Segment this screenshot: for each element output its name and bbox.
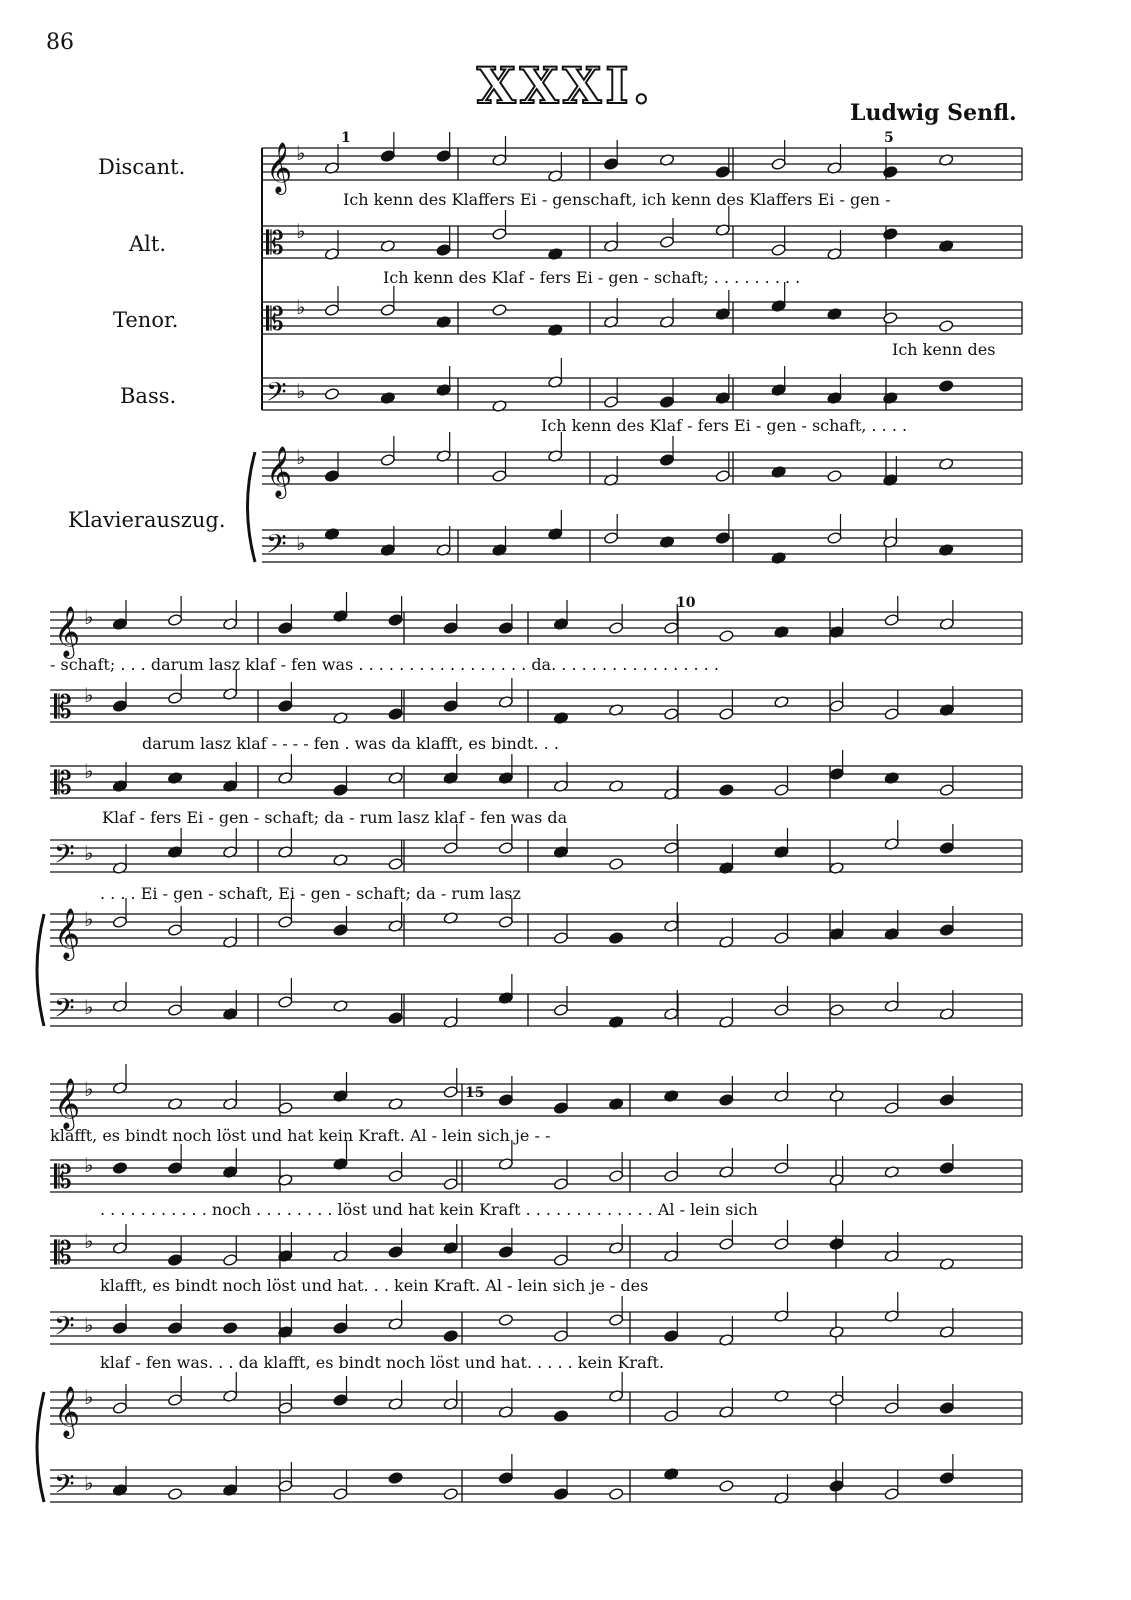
note-head	[604, 158, 619, 171]
lyrics-tenor-1: Ich kenn des	[892, 340, 996, 359]
note-head	[388, 1246, 403, 1259]
lyrics-bass-3: klaf - fen was. . . da klafft, es bindt noch löst und hat. . . . . kein Kraft.	[100, 1353, 665, 1372]
alto-clef-icon: 𝄡	[54, 1158, 72, 1196]
note-head	[608, 1314, 623, 1327]
note-head	[939, 380, 954, 393]
note-head	[553, 1410, 568, 1423]
note-head	[333, 1488, 348, 1501]
note-head	[443, 842, 458, 855]
measure-number-15: 15	[465, 1085, 485, 1101]
note-head	[380, 454, 395, 467]
bass-clef-icon: 𝄢	[266, 376, 287, 414]
flat-icon: ♭	[84, 995, 94, 1019]
note-head	[827, 532, 842, 545]
bass-clef-icon: 𝄢	[54, 1468, 75, 1506]
bass-clef-icon: 𝄢	[54, 1310, 75, 1348]
note-head	[608, 858, 623, 871]
note-head	[443, 1330, 458, 1343]
note-head	[380, 304, 395, 317]
note-head	[278, 996, 293, 1009]
treble-clef-icon: 𝄞	[54, 606, 81, 657]
note-head	[167, 1254, 182, 1267]
note-head	[278, 916, 293, 929]
note-head	[939, 924, 954, 937]
bass-clef-icon: 𝄢	[54, 838, 75, 876]
note-head	[829, 1480, 844, 1493]
note-head	[112, 1162, 127, 1175]
part-label-tenor: Tenor.	[113, 308, 179, 332]
flat-icon: ♭	[296, 531, 306, 555]
alto-clef-icon: 𝄡	[54, 688, 72, 726]
note-head	[324, 470, 339, 483]
measure-number-10: 10	[676, 595, 696, 611]
note-head	[827, 470, 842, 483]
note-head	[719, 630, 734, 643]
note-head	[884, 708, 899, 721]
note-head	[492, 470, 507, 483]
note-head	[167, 1004, 182, 1017]
treble-clef-icon: 𝄞	[54, 908, 81, 959]
alto-clef-icon: 𝄡	[54, 764, 72, 802]
note-head	[498, 1314, 513, 1327]
note-head	[608, 1488, 623, 1501]
lyrics-alt-3: . . . . . . . . . . . noch . . . . . . . . löst und hat kein Kraft . . . . . . . . . . . . . Al - lein sich	[100, 1200, 758, 1219]
note-head	[715, 470, 730, 483]
part-label-piano: Klavierauszug.	[68, 508, 226, 532]
note-head	[278, 700, 293, 713]
note-head	[939, 842, 954, 855]
flat-icon: ♭	[84, 1153, 94, 1177]
note-head	[498, 916, 513, 929]
note-head	[771, 244, 786, 257]
alto-clef-icon: 𝄡	[54, 1234, 72, 1272]
note-head	[719, 708, 734, 721]
note-head	[771, 158, 786, 171]
flat-icon: ♭	[84, 759, 94, 783]
note-head	[498, 842, 513, 855]
note-head	[498, 1472, 513, 1485]
part-label-alt: Alt.	[129, 232, 166, 256]
note-head	[884, 1102, 899, 1115]
note-head	[659, 236, 674, 249]
note-head	[492, 228, 507, 241]
note-head	[715, 532, 730, 545]
note-head	[167, 692, 182, 705]
note-head	[883, 228, 898, 241]
note-head	[774, 1162, 789, 1175]
alto-clef-icon: 𝄡	[266, 300, 284, 338]
note-head	[167, 614, 182, 627]
note-head	[719, 1094, 734, 1107]
note-head	[443, 622, 458, 635]
note-head	[939, 1094, 954, 1107]
note-head	[112, 1402, 127, 1415]
flat-icon: ♭	[84, 605, 94, 629]
note-head	[223, 1254, 238, 1267]
note-head	[939, 1402, 954, 1415]
note-head	[443, 1086, 458, 1099]
flat-icon: ♭	[84, 841, 94, 865]
composer-name: Ludwig Senfl.	[850, 100, 1017, 126]
note-head	[604, 396, 619, 409]
flat-icon: ♭	[84, 1077, 94, 1101]
note-head	[553, 932, 568, 945]
note-head	[498, 1246, 513, 1259]
note-head	[774, 1238, 789, 1251]
lyrics-tenor-3: klafft, es bindt noch löst und hat. . . kein Kraft. Al - lein sich je - des	[100, 1276, 649, 1295]
note-head	[939, 1162, 954, 1175]
note-head	[604, 532, 619, 545]
note-head	[553, 1254, 568, 1267]
note-head	[664, 622, 679, 635]
flat-icon: ♭	[84, 683, 94, 707]
note-head	[380, 150, 395, 163]
note-head	[939, 784, 954, 797]
note-head	[443, 700, 458, 713]
note-head	[498, 1094, 513, 1107]
note-head	[436, 150, 451, 163]
flat-icon: ♭	[296, 219, 306, 243]
note-head	[939, 1472, 954, 1485]
bass-clef-icon: 𝄢	[266, 528, 287, 566]
note-head	[608, 1170, 623, 1183]
piano-brace	[248, 452, 256, 562]
note-head	[498, 622, 513, 635]
note-head	[664, 1170, 679, 1183]
note-head	[112, 916, 127, 929]
lyrics-alt-1: Ich kenn des Klaf - fers Ei - gen - schaft; . . . . . . . . .	[383, 268, 801, 287]
piano-brace	[37, 1392, 44, 1502]
note-head	[715, 166, 730, 179]
note-head	[664, 708, 679, 721]
note-head	[829, 1004, 844, 1017]
note-head	[884, 614, 899, 627]
flat-icon: ♭	[296, 379, 306, 403]
flat-icon: ♭	[84, 1229, 94, 1253]
note-head	[883, 166, 898, 179]
flat-icon: ♭	[84, 1471, 94, 1495]
note-head	[112, 700, 127, 713]
flat-icon: ♭	[296, 445, 306, 469]
note-head	[167, 924, 182, 937]
note-head	[167, 1322, 182, 1335]
note-head	[553, 1330, 568, 1343]
note-head	[112, 1322, 127, 1335]
note-head	[388, 1472, 403, 1485]
note-head	[829, 1394, 844, 1407]
note-head	[939, 320, 954, 333]
note-head	[333, 1322, 348, 1335]
note-head	[223, 1322, 238, 1335]
note-head	[333, 924, 348, 937]
flat-icon: ♭	[84, 1313, 94, 1337]
alto-clef-icon: 𝄡	[266, 224, 284, 262]
piece-title: XXXI.	[476, 56, 655, 115]
note-head	[608, 622, 623, 635]
measure-number-5: 5	[884, 130, 894, 146]
note-head	[608, 932, 623, 945]
note-head	[388, 858, 403, 871]
note-head	[774, 1004, 789, 1017]
note-head	[664, 842, 679, 855]
flat-icon: ♭	[296, 295, 306, 319]
note-head	[443, 1178, 458, 1191]
note-head	[492, 304, 507, 317]
note-head	[388, 1170, 403, 1183]
treble-clef-icon: 𝄞	[266, 446, 293, 497]
note-head	[719, 1480, 734, 1493]
note-head	[167, 1488, 182, 1501]
note-head	[553, 1102, 568, 1115]
piano-brace	[37, 914, 44, 1026]
note-head	[719, 1238, 734, 1251]
note-head	[436, 244, 451, 257]
note-head	[884, 1402, 899, 1415]
note-head	[774, 932, 789, 945]
note-head	[659, 396, 674, 409]
note-head	[167, 1162, 182, 1175]
bass-clef-icon: 𝄢	[54, 992, 75, 1030]
treble-clef-icon: 𝄞	[266, 142, 293, 193]
lyrics-tenor-2: Klaf - fers Ei - gen - schaft; da - rum lasz klaf - fen was da	[102, 808, 568, 827]
note-head	[664, 1330, 679, 1343]
note-head	[883, 312, 898, 325]
note-head	[884, 1488, 899, 1501]
note-head	[167, 1394, 182, 1407]
page-number: 86	[46, 30, 74, 55]
note-head	[333, 1394, 348, 1407]
treble-clef-icon: 𝄞	[54, 1078, 81, 1129]
measure-number-1: 1	[341, 130, 351, 146]
lyrics-alt-2: darum lasz klaf - - - - fen . was da klafft, es bindt. . .	[142, 734, 559, 753]
part-label-discant: Discant.	[98, 155, 186, 179]
lyrics-discant-3: klafft, es bindt noch löst und hat kein Kraft. Al - lein sich je - -	[50, 1126, 551, 1145]
note-head	[664, 1410, 679, 1423]
note-head	[324, 388, 339, 401]
note-head	[829, 768, 844, 781]
note-head	[324, 304, 339, 317]
note-head	[659, 454, 674, 467]
note-head	[388, 614, 403, 627]
note-head	[553, 1004, 568, 1017]
lyrics-discant-1: Ich kenn des Klaffers Ei - genschaft, ich kenn des Klaffers Ei - gen -	[343, 190, 891, 209]
note-head	[553, 1488, 568, 1501]
treble-clef-icon: 𝄞	[54, 1386, 81, 1437]
part-label-bass: Bass.	[120, 384, 177, 408]
note-head	[553, 1178, 568, 1191]
flat-icon: ♭	[84, 1385, 94, 1409]
lyrics-discant-2: - schaft; . . . darum lasz klaf - fen was . . . . . . . . . . . . . . . . . da. . . . . . . . . . . . . . . . .	[50, 655, 719, 674]
note-head	[388, 1012, 403, 1025]
note-head	[774, 784, 789, 797]
note-head	[333, 784, 348, 797]
note-head	[388, 708, 403, 721]
lyrics-bass-2: . . . . Ei - gen - schaft, Ei - gen - schaft; da - rum lasz	[100, 884, 521, 903]
flat-icon: ♭	[296, 141, 306, 165]
note-head	[719, 784, 734, 797]
note-head	[829, 700, 844, 713]
note-head	[829, 1238, 844, 1251]
note-head	[443, 1488, 458, 1501]
flat-icon: ♭	[84, 907, 94, 931]
note-head	[278, 622, 293, 635]
lyrics-bass-1: Ich kenn des Klaf - fers Ei - gen - schaft, . . . .	[541, 416, 908, 435]
